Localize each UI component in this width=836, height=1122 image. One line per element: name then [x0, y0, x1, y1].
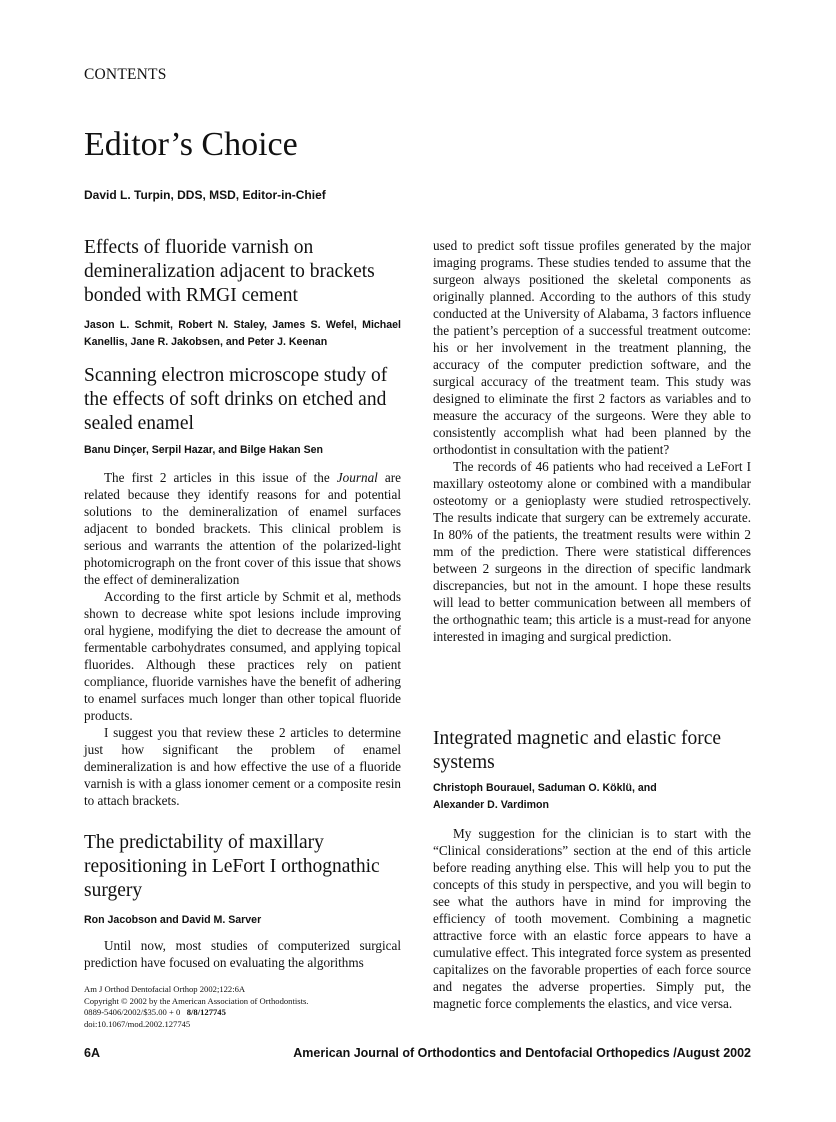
paragraph: Until now, most studies of computerized surgical prediction have focused on evaluating the algorithms	[84, 938, 401, 970]
article-authors: Banu Dinçer, Serpil Hazar, and Bilge Hakan Sen	[84, 444, 324, 456]
citation: Am J Orthod Dentofacial Orthop 2002;122:6A	[84, 984, 246, 994]
article-title: Scanning electron microscope study of the effects of soft drinks on etched and sealed enamel	[84, 365, 388, 434]
paragraph: The records of 46 patients who had received a LeFort I maxillary osteotomy alone or combined with a mandibular osteotomy or a genioplasty were studied retrospectively. The results indicate that surgery can be extremely accurate. In 80% of the patients, the treatment results were within 2 mm of the prediction. There were statistical differences between 2 surgeons in the direction of specific landmark discrepancies, but not in the amount. I hope these results will lead to better communication between all members of the orthognathic team; this article is a must-read for anyone interested in imaging and surgical prediction.	[433, 459, 751, 644]
page-number: 6A	[84, 1046, 100, 1060]
article-3	[84, 831, 401, 929]
paragraph: I suggest you that review these 2 articles to determine just how significant the problem of enamel demineralization is and how effective the use of a fluoride varnish is with a glass ionomer cement or a composite resin to attach brackets.	[84, 725, 401, 808]
article-4	[433, 727, 751, 814]
paragraph: used to predict soft tissue profiles generated by the major imaging programs. These studies tended to assume that the surgeon always positioned the skeletal components as originally planned. According to the authors of this study conducted at the University of Alabama, 3 factors influence the patient’s perception of a successful treatment outcome: his or her involvement in the treatment planning, the accuracy of the computer prediction software, and the surgical accuracy of the treatment team. This study was designed to eliminate the first 2 factors as variables and to measure the accuracy of the surgeons. Were they able to consistently accomplish what had been planned by the orthodontist in consultation with the patient?	[433, 238, 751, 457]
section-label: CONTENTS	[84, 66, 167, 83]
doi[interactable]: doi:10.1067/mod.2002.127745	[84, 1018, 191, 1029]
article-authors: Ron Jacobson and David M. Sarver	[84, 914, 262, 926]
article-title: Integrated magnetic and elastic force systems	[433, 728, 722, 773]
commentary-body	[84, 469, 401, 809]
journal-footer: American Journal of Orthodontics and Dentofacial Orthopedics /August 2002	[293, 1046, 751, 1060]
copyright: Copyright © 2002 by the American Association of Orthodontists.	[84, 995, 309, 1006]
commentary-body	[84, 937, 401, 971]
issn: 0889-5406/2002/$35.00 + 0	[84, 1007, 181, 1018]
commentary-body	[433, 825, 751, 1012]
article-authors: Christoph Bourauel, Saduman O. Köklü, and Alexander D. Vardimon	[433, 782, 657, 811]
article-code: 8/8/127745	[186, 1007, 226, 1018]
issn-line	[84, 1007, 401, 1019]
editor-byline: David L. Turpin, DDS, MSD, Editor-in-Chief	[84, 188, 326, 202]
article-1	[84, 236, 401, 351]
article-title: The predictability of maxillary repositioning in LeFort I orthognathic surgery	[84, 832, 380, 901]
text: are related because they identify reasons for and potential solutions to the demineralization of enamel surfaces adjacent to bonded brackets. This clinical problem is serious and warrants the attention of the polarized-light photomicrograph on the front cover of this issue that shows the effect of demineralization	[84, 470, 401, 587]
paragraph: According to the first article by Schmit et al, methods shown to decrease white spot lesions include improving oral hygiene, modifying the diet to decrease the amount of fermentable carbohydrates consumed, and applying topical fluorides. Although these practices rely on patient compliance, fluoride varnishes have the benefit of adhering to enamel surfaces much longer than other topical fluoride products.	[84, 589, 401, 723]
commentary-body	[433, 237, 751, 645]
page-title: Editor’s Choice	[84, 126, 298, 163]
article-title: Effects of fluoride varnish on demineralization adjacent to brackets bonded with RMGI cement	[84, 237, 375, 306]
journal-name: Journal	[336, 470, 378, 485]
text: The first 2 articles in this issue of the	[104, 470, 337, 485]
citation-footnote	[84, 984, 401, 1030]
paragraph	[84, 469, 401, 588]
article-authors: Jason L. Schmit, Robert N. Staley, James S. Wefel, Michael Kanellis, Jane R. Jakobsen, and Peter J. Keenan	[84, 319, 401, 348]
article-2	[84, 364, 401, 459]
paragraph: My suggestion for the clinician is to start with the “Clinical considerations” section at the end of this article before reading anything else. This will help you to put the concepts of this study in perspective, and you will begin to see what the authors have in mind for improving the efficiency of tooth movement. Combining a magnetic attractive force with an elastic force appears to have a cumulative effect. This integrated force system as presented capitalizes on the favorable properties of each force source and negates the adverse properties. Simply put, the magnetic force complements the elastics, and vice versa.	[433, 826, 751, 1011]
